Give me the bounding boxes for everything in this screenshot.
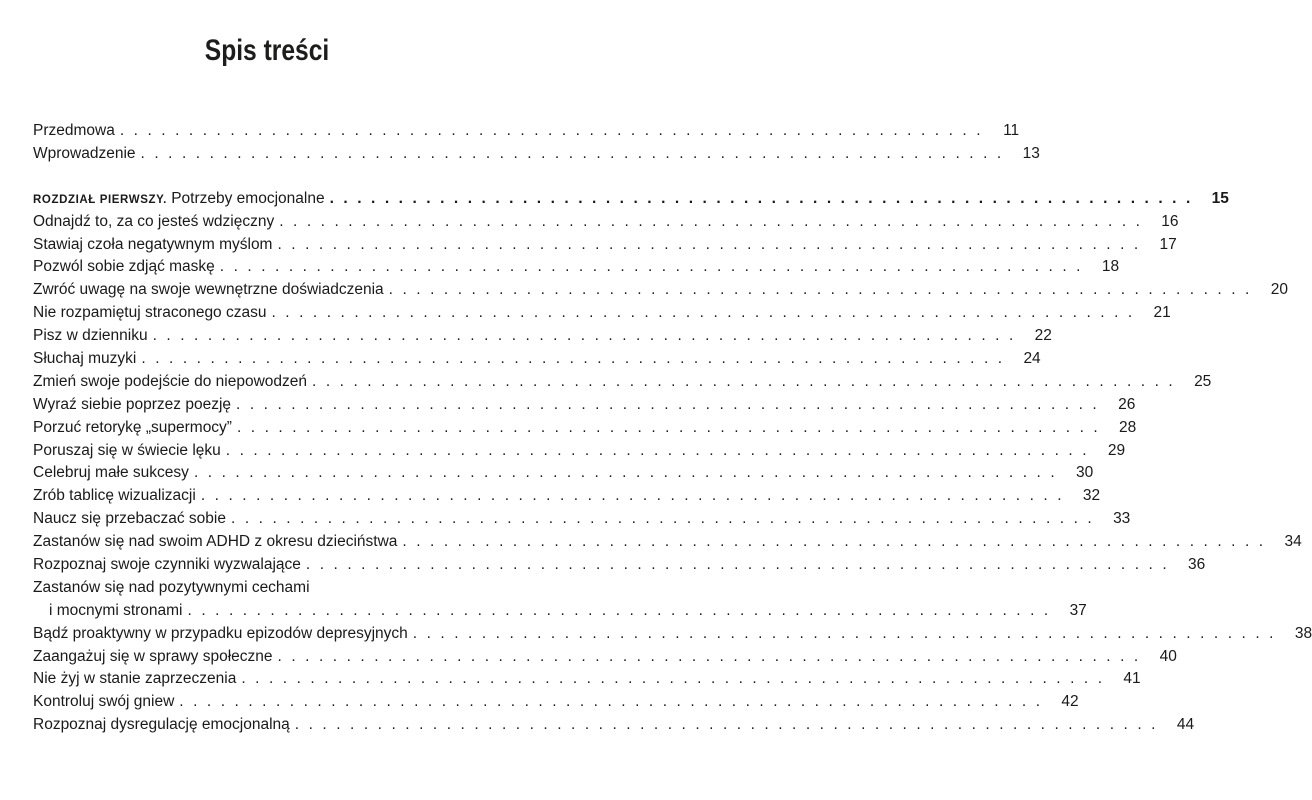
toc-entry-label-line1: Zastanów się nad pozytywnymi cechami [33, 578, 310, 596]
toc-entry [33, 417, 1137, 440]
toc-entry-page: 36 [1187, 556, 1206, 574]
toc-entry [33, 440, 1126, 463]
dot-leader: . . . . . . . . . . . . . . . . . . . . . . . . . . . . . . . . . . . . . . . . . . . . . . . . . . . . . . . . . . . . . . . [236, 418, 1101, 436]
toc-entry-page: 17 [1159, 235, 1177, 253]
dot-leader: . . . . . . . . . . . . . . . . . . . . . . . . . . . . . . . . . . . . . . . . . . . . . . . . . . . . . . . . . . . . . . . [271, 304, 1135, 322]
toc-entry-label: Celebruj małe sukcesy [33, 464, 189, 482]
dot-leader: . . . . . . . . . . . . . . . . . . . . . . . . . . . . . . . . . . . . . . . . . . . . . . . . . . . . . . . . . . . . . . . [412, 624, 1277, 642]
dot-leader: . . . . . . . . . . . . . . . . . . . . . . . . . . . . . . . . . . . . . . . . . . . . . . . . . . . . . . . . . . . . . . . [277, 235, 1141, 253]
dot-leader: . . . . . . . . . . . . . . . . . . . . . . . . . . . . . . . . . . . . . . . . . . . . . . . . . . . . . . . . . . . . . . . [231, 510, 1095, 528]
toc-entry [33, 668, 1141, 691]
toc-entry-page: 25 [1194, 372, 1212, 390]
toc-entry-label: Poruszaj się w świecie lęku [33, 441, 221, 459]
toc-entry-label: Odnajdź to, za co jesteś wdzięczny [33, 212, 275, 230]
toc-entry-page: 32 [1082, 487, 1101, 505]
toc-entry [33, 302, 1171, 325]
toc-entry-page: 11 [1003, 122, 1020, 139]
toc-entry [33, 554, 1206, 577]
toc-entry [33, 714, 1195, 737]
toc-entry [33, 531, 1302, 554]
toc-entry-label: Nie rozpamiętuj straconego czasu [33, 304, 267, 322]
dot-leader: . . . . . . . . . . . . . . . . . . . . . . . . . . . . . . . . . . . . . . . . . . . . . . . . . . . . . . . . . . . . . . . [140, 144, 1004, 162]
toc-entry [33, 234, 1177, 257]
toc-entry-page: 34 [1284, 533, 1302, 551]
toc-entry-label: Zmień swoje podejście do niepowodzeń [33, 372, 307, 390]
toc-entry-page: 37 [1069, 601, 1087, 619]
toc-entry-label: Stawiaj czoła negatywnym myślom [33, 235, 273, 253]
toc-entry [33, 691, 1079, 714]
toc-entry [33, 120, 1020, 143]
toc-entry-label: Zastanów się nad swoim ADHD z okresu dzieciństwa [33, 533, 398, 551]
toc-entry [33, 508, 1131, 531]
dot-leader: . . . . . . . . . . . . . . . . . . . . . . . . . . . . . . . . . . . . . . . . . . . . . . . . . . . . . . . . . . . . . . . [294, 716, 1159, 734]
dot-leader: . . . . . . . . . . . . . . . . . . . . . . . . . . . . . . . . . . . . . . . . . . . . . . . . . . . . . . . . . . . . . . . [193, 464, 1058, 482]
toc-entry-label: Kontroluj swój gniew [33, 693, 175, 711]
dot-leader: . . . . . . . . . . . . . . . . . . . . . . . . . . . . . . . . . . . . . . . . . . . . . . . . . . . . . . . . . . . . . . . [219, 258, 1084, 276]
chapter-entries [33, 211, 1312, 737]
toc-entry-label: Słuchaj muzyki [33, 350, 137, 368]
toc-entry-label: Nie żyj w stanie zaprzeczenia [33, 670, 237, 688]
toc-entry [33, 143, 1040, 166]
toc-entry-page: 42 [1061, 693, 1079, 711]
dot-leader: . . . . . . . . . . . . . . . . . . . . . . . . . . . . . . . . . . . . . . . . . . . . . . . . . . . . . . . . . . . . . . . [279, 212, 1143, 230]
dot-leader: . . . . . . . . . . . . . . . . . . . . . . . . . . . . . . . . . . . . . . . . . . . . . . . . . . . . . . . . . . . . . . . [241, 670, 1105, 688]
toc-entry-page: 44 [1176, 716, 1195, 734]
toc-entry [33, 256, 1120, 279]
toc-entry-page: 16 [1161, 212, 1179, 230]
toc-entry-page: 21 [1153, 304, 1171, 322]
table-of-contents [33, 120, 1312, 737]
toc-entry-page: 30 [1076, 464, 1094, 482]
toc-entry-label: Pisz w dzienniku [33, 327, 148, 345]
toc-entry-page: 41 [1123, 670, 1141, 688]
dot-leader: . . . . . . . . . . . . . . . . . . . . . . . . . . . . . . . . . . . . . . . . . . . . . . . . . . . . . . . . . . . . . . . [277, 647, 1141, 665]
toc-entry [33, 646, 1177, 669]
toc-entry-label: Naucz się przebaczać sobie [33, 510, 226, 528]
dot-leader: . . . . . . . . . . . . . . . . . . . . . . . . . . . . . . . . . . . . . . . . . . . . . . . . . . . . . . . . . . . . . . . [305, 556, 1170, 574]
toc-entry [33, 623, 1312, 646]
chapter-number: ROZDZIAŁ PIERWSZY. [33, 193, 167, 206]
toc-entry [33, 325, 1052, 348]
toc-entry [33, 371, 1212, 394]
dot-leader: . . . . . . . . . . . . . . . . . . . . . . . . . . . . . . . . . . . . . . . . . . . . . . . . . . . . . . . . . . . . . . . [141, 350, 1005, 368]
toc-entry-page: 18 [1101, 258, 1120, 276]
page-title: Spis treści [204, 34, 330, 67]
toc-entry-label: Porzuć retorykę „supermocy” [33, 418, 232, 436]
toc-entry [33, 394, 1136, 417]
toc-entry-page: 33 [1113, 510, 1131, 528]
toc-entry-label: Zaangażuj się w sprawy społeczne [33, 647, 273, 665]
toc-entry-page: 13 [1022, 144, 1040, 162]
toc-entry [33, 485, 1101, 508]
front-matter [33, 120, 1040, 166]
dot-leader: . . . . . . . . . . . . . . . . . . . . . . . . . . . . . . . . . . . . . . . . . . . . . . . . . . . . . . . . . . . . . . . [187, 601, 1051, 619]
toc-entry-label: Zrób tablicę wizualizacji [33, 487, 196, 505]
dot-leader: . . . . . . . . . . . . . . . . . . . . . . . . . . . . . . . . . . . . . . . . . . . . . . . . . . . . . . . . . . . . . . . [402, 533, 1266, 551]
dot-leader: . . . . . . . . . . . . . . . . . . . . . . . . . . . . . . . . . . . . . . . . . . . . . . . . . . . . . . . . . . . . . . . [329, 189, 1193, 207]
chapter-label [33, 188, 325, 212]
toc-entry-page: 40 [1159, 647, 1177, 665]
toc-entry-page: 26 [1118, 395, 1136, 413]
toc-entry [33, 600, 1087, 623]
toc-entry-label: Przedmowa [33, 122, 115, 139]
toc-entry [33, 348, 1041, 371]
dot-leader: . . . . . . . . . . . . . . . . . . . . . . . . . . . . . . . . . . . . . . . . . . . . . . . . . . . . . . . . . . . . . . . [179, 693, 1043, 711]
toc-entry-page: 22 [1034, 327, 1052, 345]
toc-entry-label: Pozwól sobie zdjąć maskę [33, 258, 215, 276]
toc-entry-label: Wyraź siebie poprzez poezję [33, 395, 232, 413]
chapter-title: Potrzeby emocjonalne [166, 189, 325, 207]
toc-entry-label: Wprowadzenie [33, 144, 136, 162]
chapter-heading [33, 188, 1229, 211]
toc-entry-label-line2: i mocnymi stronami [49, 601, 183, 619]
toc-entry [33, 462, 1094, 485]
dot-leader: . . . . . . . . . . . . . . . . . . . . . . . . . . . . . . . . . . . . . . . . . . . . . . . . . . . . . . . . . . . . . . . [152, 327, 1016, 345]
dot-leader: . . . . . . . . . . . . . . . . . . . . . . . . . . . . . . . . . . . . . . . . . . . . . . . . . . . . . . . . . . . . . . . [225, 441, 1090, 459]
toc-entry-label: Rozpoznaj dysregulację emocjonalną [33, 716, 290, 734]
toc-entry-page: 29 [1107, 441, 1126, 459]
toc-entry-label: Bądź proaktywny w przypadku epizodów depresyjnych [33, 624, 408, 642]
toc-entry-label: Zwróć uwagę na swoje wewnętrzne doświadczenia [33, 281, 384, 299]
toc-entry-page: 28 [1119, 418, 1137, 436]
toc-entry-label: Rozpoznaj swoje czynniki wyzwalające [33, 556, 301, 574]
toc-entry-page: 38 [1294, 624, 1312, 642]
toc-entry-page: 20 [1270, 281, 1288, 299]
toc-entry [33, 211, 1179, 234]
dot-leader: . . . . . . . . . . . . . . . . . . . . . . . . . . . . . . . . . . . . . . . . . . . . . . . . . . . . . . . . . . . . . . . [119, 122, 984, 139]
dot-leader: . . . . . . . . . . . . . . . . . . . . . . . . . . . . . . . . . . . . . . . . . . . . . . . . . . . . . . . . . . . . . . . [236, 395, 1100, 413]
chapter-page: 15 [1211, 189, 1229, 207]
dot-leader: . . . . . . . . . . . . . . . . . . . . . . . . . . . . . . . . . . . . . . . . . . . . . . . . . . . . . . . . . . . . . . . [200, 487, 1065, 505]
dot-leader: . . . . . . . . . . . . . . . . . . . . . . . . . . . . . . . . . . . . . . . . . . . . . . . . . . . . . . . . . . . . . . . [312, 372, 1176, 390]
dot-leader: . . . . . . . . . . . . . . . . . . . . . . . . . . . . . . . . . . . . . . . . . . . . . . . . . . . . . . . . . . . . . . . [388, 281, 1252, 299]
toc-entry-page: 24 [1023, 350, 1041, 368]
toc-entry [33, 279, 1288, 302]
section-gap [33, 166, 498, 188]
